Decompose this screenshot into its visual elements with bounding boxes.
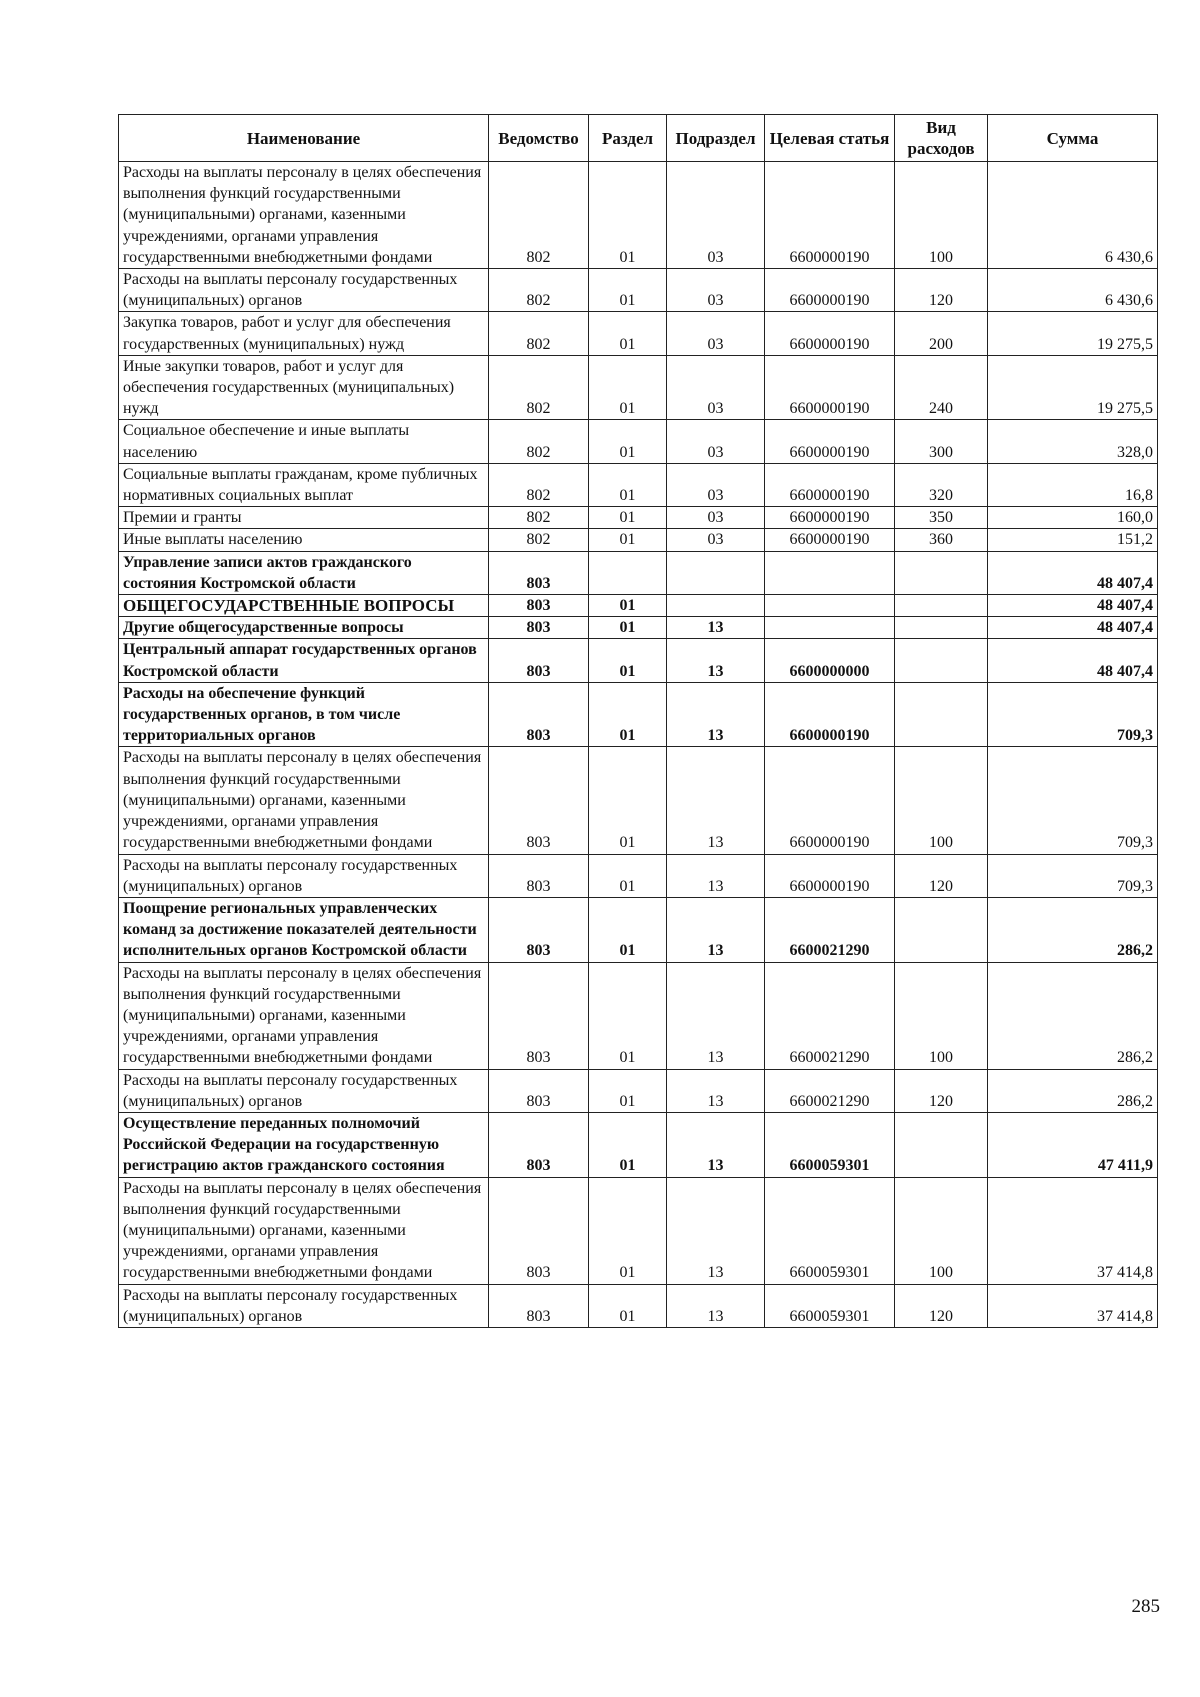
header-summa: Сумма <box>988 115 1158 162</box>
table-row <box>119 312 1158 355</box>
cell-summa: 47 411,9 <box>988 1112 1158 1177</box>
cell-podrazdel: 03 <box>667 355 765 420</box>
cell-vedomstvo: 803 <box>489 1112 589 1177</box>
cell-summa: 48 407,4 <box>988 639 1158 682</box>
cell-summa: 6 430,6 <box>988 162 1158 269</box>
table-row <box>119 463 1158 506</box>
cell-vid: 120 <box>895 269 988 312</box>
cell-podrazdel: 03 <box>667 420 765 463</box>
cell-name: Закупка товаров, работ и услуг для обеспечения государственных (муниципальных) нужд <box>119 312 489 355</box>
cell-vid: 120 <box>895 1284 988 1327</box>
cell-razdel: 01 <box>589 595 667 617</box>
cell-summa: 16,8 <box>988 463 1158 506</box>
cell-summa: 6 430,6 <box>988 269 1158 312</box>
cell-vid: 100 <box>895 962 988 1069</box>
cell-vid <box>895 617 988 639</box>
cell-vid: 350 <box>895 507 988 529</box>
cell-razdel: 01 <box>589 355 667 420</box>
cell-vedomstvo: 802 <box>489 420 589 463</box>
cell-vedomstvo: 803 <box>489 747 589 854</box>
cell-podrazdel: 13 <box>667 639 765 682</box>
cell-vid: 120 <box>895 1069 988 1112</box>
cell-name: Премии и гранты <box>119 507 489 529</box>
cell-name: Расходы на выплаты персоналу государственных (муниципальных) органов <box>119 269 489 312</box>
cell-name: Иные закупки товаров, работ и услуг для обеспечения государственных (муниципальных) нужд <box>119 355 489 420</box>
cell-razdel <box>589 551 667 594</box>
cell-statya <box>765 551 895 594</box>
cell-statya: 6600000190 <box>765 162 895 269</box>
cell-statya: 6600000190 <box>765 507 895 529</box>
cell-statya: 6600000190 <box>765 269 895 312</box>
table-row <box>119 854 1158 897</box>
cell-razdel: 01 <box>589 639 667 682</box>
cell-statya: 6600000190 <box>765 854 895 897</box>
cell-podrazdel: 03 <box>667 463 765 506</box>
table-row <box>119 1112 1158 1177</box>
cell-vedomstvo: 802 <box>489 269 589 312</box>
cell-podrazdel: 03 <box>667 312 765 355</box>
cell-statya: 6600059301 <box>765 1112 895 1177</box>
cell-vedomstvo: 803 <box>489 854 589 897</box>
cell-statya: 6600000190 <box>765 312 895 355</box>
cell-razdel: 01 <box>589 962 667 1069</box>
table-row <box>119 551 1158 594</box>
cell-podrazdel <box>667 551 765 594</box>
cell-vedomstvo: 802 <box>489 463 589 506</box>
cell-summa: 37 414,8 <box>988 1177 1158 1284</box>
cell-name: ОБЩЕГОСУДАРСТВЕННЫЕ ВОПРОСЫ <box>119 595 489 617</box>
cell-summa: 160,0 <box>988 507 1158 529</box>
cell-vid: 240 <box>895 355 988 420</box>
header-vedomstvo: Ведомство <box>489 115 589 162</box>
cell-vid <box>895 551 988 594</box>
cell-statya: 6600059301 <box>765 1177 895 1284</box>
cell-statya: 6600021290 <box>765 1069 895 1112</box>
cell-vedomstvo: 802 <box>489 355 589 420</box>
cell-razdel: 01 <box>589 682 667 747</box>
table-header-row <box>119 115 1158 162</box>
cell-razdel: 01 <box>589 854 667 897</box>
cell-vid: 360 <box>895 529 988 551</box>
cell-vedomstvo: 803 <box>489 639 589 682</box>
cell-name: Поощрение региональных управленческих команд за достижение показателей деятельности исполнительных органов Костромской области <box>119 897 489 962</box>
cell-name: Другие общегосударственные вопросы <box>119 617 489 639</box>
cell-podrazdel: 13 <box>667 897 765 962</box>
cell-statya: 6600000000 <box>765 639 895 682</box>
table-row <box>119 617 1158 639</box>
cell-vid <box>895 897 988 962</box>
cell-vid: 100 <box>895 162 988 269</box>
cell-summa: 709,3 <box>988 682 1158 747</box>
table-row <box>119 355 1158 420</box>
header-vid: Вид расходов <box>895 115 988 162</box>
cell-podrazdel: 13 <box>667 1112 765 1177</box>
cell-podrazdel <box>667 595 765 617</box>
cell-name: Расходы на обеспечение функций государственных органов, в том числе территориальных органов <box>119 682 489 747</box>
cell-podrazdel: 13 <box>667 1069 765 1112</box>
cell-vid: 120 <box>895 854 988 897</box>
cell-razdel: 01 <box>589 1177 667 1284</box>
cell-podrazdel: 13 <box>667 747 765 854</box>
cell-statya: 6600000190 <box>765 747 895 854</box>
cell-summa: 48 407,4 <box>988 617 1158 639</box>
cell-podrazdel: 03 <box>667 162 765 269</box>
table-row <box>119 529 1158 551</box>
table-row <box>119 747 1158 854</box>
header-statya: Целевая статья <box>765 115 895 162</box>
table-row <box>119 162 1158 269</box>
cell-statya: 6600021290 <box>765 962 895 1069</box>
cell-vedomstvo: 803 <box>489 551 589 594</box>
table-row <box>119 1069 1158 1112</box>
cell-statya: 6600000190 <box>765 420 895 463</box>
cell-name: Расходы на выплаты персоналу в целях обеспечения выполнения функций государственными (муниципальными) органами, казенными учреждениями, органами управления государственными внебюджетными фондами <box>119 747 489 854</box>
cell-razdel: 01 <box>589 1069 667 1112</box>
table-row <box>119 962 1158 1069</box>
table-row <box>119 1284 1158 1327</box>
cell-razdel: 01 <box>589 312 667 355</box>
cell-razdel: 01 <box>589 1112 667 1177</box>
cell-razdel: 01 <box>589 463 667 506</box>
cell-razdel: 01 <box>589 507 667 529</box>
page-number: 285 <box>1131 1596 1160 1617</box>
cell-summa: 151,2 <box>988 529 1158 551</box>
table-row <box>119 1177 1158 1284</box>
cell-razdel: 01 <box>589 897 667 962</box>
cell-statya: 6600000190 <box>765 682 895 747</box>
cell-vid <box>895 639 988 682</box>
cell-name: Расходы на выплаты персоналу в целях обеспечения выполнения функций государственными (муниципальными) органами, казенными учреждениями, органами управления государственными внебюджетными фондами <box>119 1177 489 1284</box>
cell-name: Расходы на выплаты персоналу в целях обеспечения выполнения функций государственными (муниципальными) органами, казенными учреждениями, органами управления государственными внебюджетными фондами <box>119 962 489 1069</box>
table-row <box>119 420 1158 463</box>
cell-vedomstvo: 803 <box>489 1284 589 1327</box>
cell-statya: 6600000190 <box>765 355 895 420</box>
cell-summa: 19 275,5 <box>988 312 1158 355</box>
cell-name: Управление записи актов гражданского состояния Костромской области <box>119 551 489 594</box>
cell-razdel: 01 <box>589 162 667 269</box>
cell-summa: 48 407,4 <box>988 551 1158 594</box>
table-row <box>119 507 1158 529</box>
cell-podrazdel: 13 <box>667 854 765 897</box>
cell-vedomstvo: 803 <box>489 1069 589 1112</box>
cell-razdel: 01 <box>589 617 667 639</box>
table-row <box>119 595 1158 617</box>
cell-statya <box>765 617 895 639</box>
cell-statya: 6600021290 <box>765 897 895 962</box>
cell-statya: 6600000190 <box>765 463 895 506</box>
cell-summa: 328,0 <box>988 420 1158 463</box>
cell-vid: 100 <box>895 747 988 854</box>
cell-razdel: 01 <box>589 747 667 854</box>
cell-name: Социальные выплаты гражданам, кроме публичных нормативных социальных выплат <box>119 463 489 506</box>
cell-summa: 286,2 <box>988 1069 1158 1112</box>
cell-podrazdel: 13 <box>667 962 765 1069</box>
table-body <box>119 162 1158 1328</box>
cell-summa: 709,3 <box>988 854 1158 897</box>
cell-name: Центральный аппарат государственных органов Костромской области <box>119 639 489 682</box>
table-row <box>119 639 1158 682</box>
cell-podrazdel: 13 <box>667 1177 765 1284</box>
cell-name: Социальное обеспечение и иные выплаты населению <box>119 420 489 463</box>
cell-vedomstvo: 802 <box>489 529 589 551</box>
cell-razdel: 01 <box>589 420 667 463</box>
cell-statya: 6600000190 <box>765 529 895 551</box>
cell-vedomstvo: 803 <box>489 595 589 617</box>
cell-vedomstvo: 802 <box>489 507 589 529</box>
cell-name: Расходы на выплаты персоналу в целях обеспечения выполнения функций государственными (муниципальными) органами, казенными учреждениями, органами управления государственными внебюджетными фондами <box>119 162 489 269</box>
cell-name: Расходы на выплаты персоналу государственных (муниципальных) органов <box>119 1284 489 1327</box>
cell-vedomstvo: 803 <box>489 897 589 962</box>
cell-summa: 286,2 <box>988 897 1158 962</box>
cell-podrazdel: 03 <box>667 269 765 312</box>
header-razdel: Раздел <box>589 115 667 162</box>
table-row <box>119 682 1158 747</box>
cell-name: Осуществление переданных полномочий Российской Федерации на государственную регистрацию актов гражданского состояния <box>119 1112 489 1177</box>
cell-podrazdel: 03 <box>667 507 765 529</box>
cell-vedomstvo: 803 <box>489 617 589 639</box>
cell-summa: 286,2 <box>988 962 1158 1069</box>
cell-podrazdel: 13 <box>667 682 765 747</box>
cell-vid <box>895 1112 988 1177</box>
cell-vedomstvo: 803 <box>489 1177 589 1284</box>
cell-podrazdel: 13 <box>667 1284 765 1327</box>
cell-summa: 48 407,4 <box>988 595 1158 617</box>
cell-name: Иные выплаты населению <box>119 529 489 551</box>
cell-summa: 19 275,5 <box>988 355 1158 420</box>
cell-vedomstvo: 802 <box>489 162 589 269</box>
cell-razdel: 01 <box>589 269 667 312</box>
header-podrazdel: Подраздел <box>667 115 765 162</box>
cell-vid: 100 <box>895 1177 988 1284</box>
header-name: Наименование <box>119 115 489 162</box>
cell-statya: 6600059301 <box>765 1284 895 1327</box>
budget-table <box>118 114 1158 1328</box>
cell-vedomstvo: 802 <box>489 312 589 355</box>
cell-summa: 709,3 <box>988 747 1158 854</box>
cell-razdel: 01 <box>589 529 667 551</box>
cell-vedomstvo: 803 <box>489 962 589 1069</box>
cell-name: Расходы на выплаты персоналу государственных (муниципальных) органов <box>119 1069 489 1112</box>
cell-vid <box>895 595 988 617</box>
cell-vedomstvo: 803 <box>489 682 589 747</box>
cell-vid: 300 <box>895 420 988 463</box>
table-row <box>119 269 1158 312</box>
cell-summa: 37 414,8 <box>988 1284 1158 1327</box>
cell-razdel: 01 <box>589 1284 667 1327</box>
cell-vid: 200 <box>895 312 988 355</box>
cell-vid <box>895 682 988 747</box>
cell-podrazdel: 03 <box>667 529 765 551</box>
cell-vid: 320 <box>895 463 988 506</box>
cell-name: Расходы на выплаты персоналу государственных (муниципальных) органов <box>119 854 489 897</box>
table-row <box>119 897 1158 962</box>
cell-statya <box>765 595 895 617</box>
cell-podrazdel: 13 <box>667 617 765 639</box>
